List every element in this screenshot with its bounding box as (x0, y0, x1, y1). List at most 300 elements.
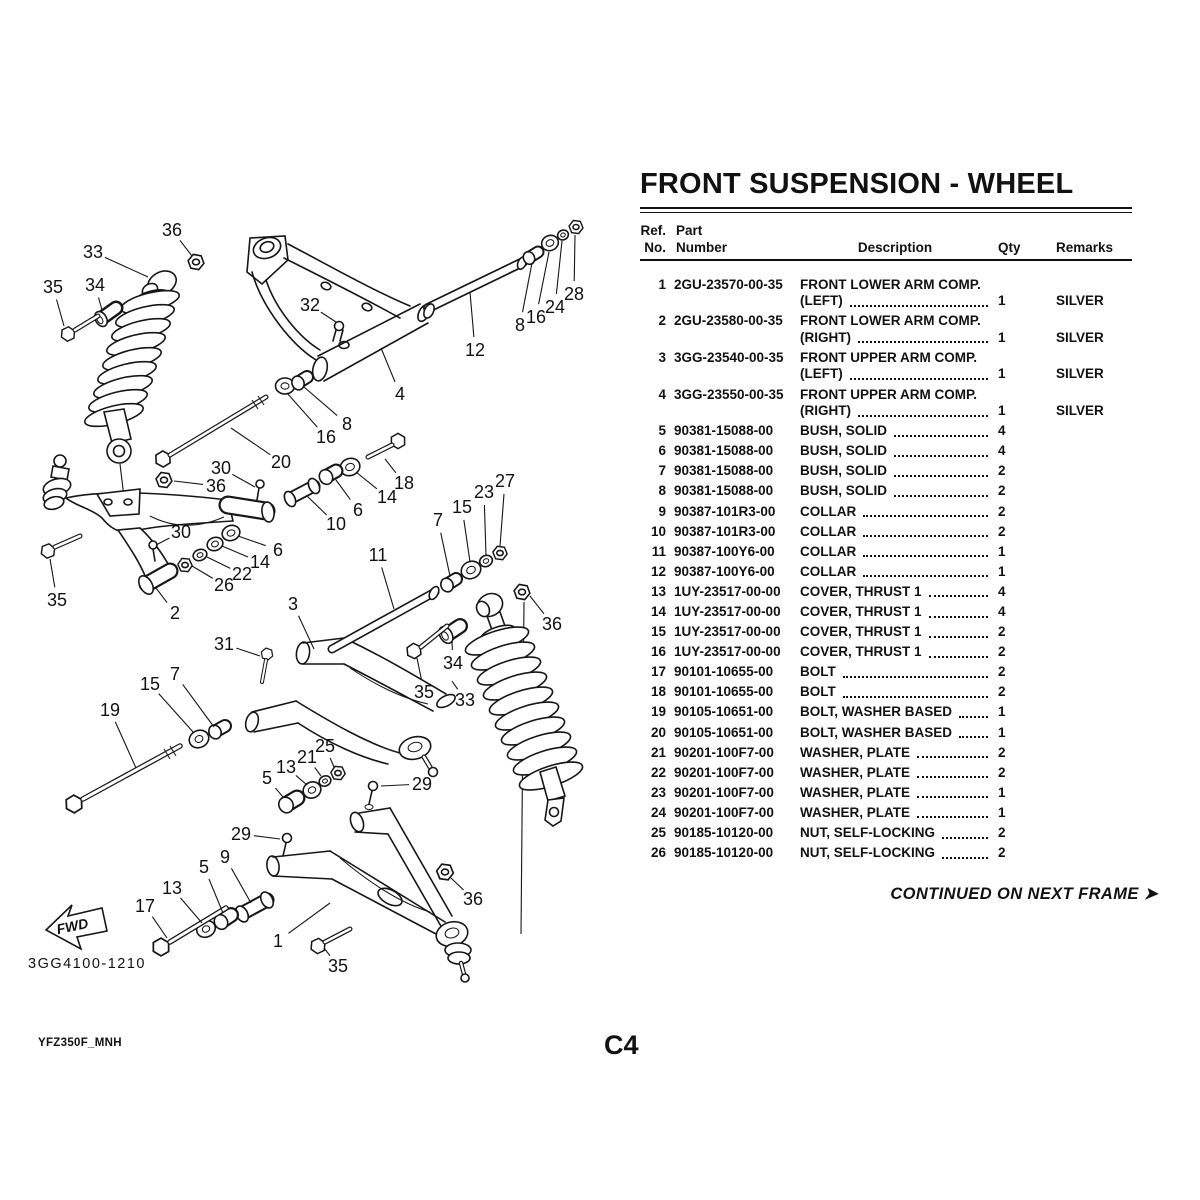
callout-leader (452, 681, 458, 689)
description-side: (RIGHT) (800, 329, 851, 345)
description-text: COLLAR (800, 543, 857, 559)
callout-leader (324, 948, 330, 956)
cell-ref-no: 15 (650, 624, 666, 640)
description-text: NUT, SELF-LOCKING (800, 845, 935, 861)
cell-qty: 1 (998, 724, 1006, 740)
parts-table-body (640, 275, 1132, 863)
cell-ref-no: 22 (650, 764, 666, 780)
cell-description (800, 684, 990, 701)
cell-description (800, 544, 990, 561)
description-line1 (800, 684, 990, 701)
table-row (640, 763, 1132, 783)
callout-number: 2 (169, 603, 181, 623)
cell-part-number: 90201-100F7-00 (674, 804, 774, 820)
table-row (640, 562, 1132, 582)
cell-part-number: 90381-15088-00 (674, 443, 774, 459)
cell-part-number: 90105-10651-00 (674, 704, 774, 720)
callout-number: 16 (315, 427, 337, 447)
callout-number: 24 (544, 297, 566, 317)
callout-number: 1 (272, 931, 284, 951)
cell-description (800, 483, 990, 500)
callout-leader (330, 758, 334, 767)
cell-ref-no: 18 (650, 684, 666, 700)
callout-number: 31 (213, 634, 235, 654)
description-text: BOLT (800, 664, 836, 680)
description-line1: FRONT UPPER ARM COMP. (800, 386, 978, 402)
cell-qty: 2 (998, 744, 1006, 760)
dot-leader (959, 716, 988, 718)
header-description: Description (857, 240, 933, 255)
cell-part-number: 1UY-23517-00-00 (674, 583, 781, 599)
cell-qty: 2 (998, 845, 1006, 861)
callout-number: 23 (473, 482, 495, 502)
cell-ref-no: 14 (650, 604, 666, 620)
callout-leader (156, 538, 169, 545)
description-line2 (800, 366, 990, 383)
description-line1 (800, 443, 990, 460)
cell-qty: 2 (998, 483, 1006, 499)
description-line1 (800, 825, 990, 842)
description-text: WASHER, PLATE (800, 764, 911, 780)
table-row (640, 783, 1132, 803)
callout-leader (57, 300, 64, 326)
callout-number: 20 (270, 452, 292, 472)
dot-leader (843, 696, 988, 698)
table-row (640, 663, 1132, 683)
dot-leader (894, 475, 988, 477)
fwd-label: FWD (55, 914, 90, 938)
cell-remarks: SILVER (1056, 329, 1104, 345)
callout-number: 15 (451, 497, 473, 517)
cell-description (800, 443, 990, 460)
description-line1 (800, 423, 990, 440)
callout-number: 35 (327, 956, 349, 976)
cell-qty: 1 (998, 293, 1006, 309)
callout-leader (287, 393, 317, 427)
callout-leader (500, 494, 504, 546)
drawing-number: 3GG4100-1210 (28, 956, 146, 972)
description-side: (LEFT) (800, 366, 843, 382)
cell-part-number: 1UY-23517-00-00 (674, 644, 781, 660)
callout-leader (307, 496, 327, 515)
description-text: COVER, THRUST 1 (800, 624, 922, 640)
cell-ref-no: 3 (658, 349, 666, 365)
callout-leader (231, 428, 270, 455)
callout-leader (152, 917, 167, 938)
cell-part-number: 90101-10655-00 (674, 664, 774, 680)
description-text: NUT, SELF-LOCKING (800, 825, 935, 841)
cell-ref-no: 25 (650, 825, 666, 841)
cell-qty: 1 (998, 563, 1006, 579)
callout-number: 36 (205, 476, 227, 496)
cell-description (800, 387, 990, 420)
dot-leader (917, 776, 988, 778)
table-row (640, 743, 1132, 763)
arm1-lower-bush-set (150, 890, 276, 958)
cell-part-number: 90381-15088-00 (674, 463, 774, 479)
callout-number: 13 (275, 757, 297, 777)
callout-leader (105, 257, 148, 277)
callout-leader (381, 785, 409, 786)
dot-leader (929, 616, 988, 618)
callout-number: 22 (231, 564, 253, 584)
header-part-number: Part Number (676, 223, 728, 255)
dot-leader (850, 378, 988, 380)
cell-qty: 2 (998, 764, 1006, 780)
description-line2 (800, 293, 990, 310)
cell-part-number: 90381-15088-00 (674, 483, 774, 499)
description-text: WASHER, PLATE (800, 784, 911, 800)
callout-number: 6 (352, 500, 364, 520)
cell-description (800, 805, 990, 822)
description-line1 (800, 524, 990, 541)
description-text: BUSH, SOLID (800, 443, 888, 459)
callout-leader (254, 836, 280, 839)
callout-number: 18 (393, 473, 415, 493)
cell-ref-no: 10 (650, 523, 666, 539)
callout-leader (222, 546, 248, 557)
callout-number: 27 (494, 471, 516, 491)
callout-number: 3 (287, 594, 299, 614)
cell-ref-no: 1 (658, 276, 666, 292)
callout-number: 35 (413, 682, 435, 702)
table-header (640, 222, 1132, 256)
callout-leader (209, 879, 223, 913)
cell-part-number: 1UY-23517-00-00 (674, 624, 781, 640)
callout-leader (192, 566, 213, 578)
callout-number: 8 (341, 414, 353, 434)
cell-part-number: 90387-100Y6-00 (674, 563, 775, 579)
callout-number: 14 (249, 552, 271, 572)
description-line1 (800, 644, 990, 661)
cell-part-number: 90185-10120-00 (674, 825, 774, 841)
cell-qty: 4 (998, 583, 1006, 599)
page-title: FRONT SUSPENSION - WHEEL (640, 168, 1074, 200)
table-row (640, 542, 1132, 562)
front-upper-arm-lower (244, 638, 458, 777)
table-row (640, 462, 1132, 482)
header-remarks: Remarks (1056, 240, 1114, 255)
cell-part-number: 2GU-23580-00-35 (674, 313, 783, 329)
cell-ref-no: 12 (650, 563, 666, 579)
callout-number: 15 (139, 674, 161, 694)
cell-ref-no: 26 (650, 845, 666, 861)
callout-leader (385, 459, 396, 473)
cell-qty: 4 (998, 423, 1006, 439)
shock-absorber-right (463, 589, 586, 934)
callout-number: 4 (394, 384, 406, 404)
cell-ref-no: 24 (650, 804, 666, 820)
continued-note: CONTINUED ON NEXT FRAME ➤ (890, 885, 1158, 903)
callout-leader (174, 481, 203, 484)
description-line1 (800, 544, 990, 561)
cell-remarks: SILVER (1056, 293, 1104, 309)
cell-description (800, 704, 990, 721)
cell-remarks: SILVER (1056, 366, 1104, 382)
description-text: COVER, THRUST 1 (800, 583, 922, 599)
callout-leader (99, 298, 102, 310)
dot-leader (843, 676, 988, 678)
callout-leader (484, 505, 486, 555)
cell-qty: 4 (998, 604, 1006, 620)
table-row (640, 622, 1132, 642)
callout-leader (417, 658, 421, 679)
description-line1 (800, 785, 990, 802)
callout-number: 32 (299, 295, 321, 315)
cell-ref-no: 9 (658, 503, 666, 519)
callout-number: 26 (213, 575, 235, 595)
cell-ref-no: 11 (651, 543, 666, 559)
dot-leader (863, 535, 988, 537)
callout-leader (522, 263, 532, 312)
cell-description (800, 785, 990, 802)
dot-leader (929, 595, 988, 597)
cell-description (800, 664, 990, 681)
cell-part-number: 90381-15088-00 (674, 423, 774, 439)
parts-panel (640, 168, 1132, 863)
callout-number: 5 (198, 857, 210, 877)
callout-number: 6 (272, 540, 284, 560)
description-side: (LEFT) (800, 293, 843, 309)
description-line2 (800, 330, 990, 347)
exploded-view-diagram (0, 0, 630, 1040)
cell-qty: 2 (998, 825, 1006, 841)
callout-number: 36 (462, 889, 484, 909)
dot-leader (959, 736, 988, 738)
cell-ref-no: 5 (658, 423, 666, 439)
callout-number: 30 (170, 522, 192, 542)
description-line1 (800, 845, 990, 862)
description-text: COLLAR (800, 503, 857, 519)
table-row (640, 312, 1132, 349)
callout-number: 33 (454, 690, 476, 710)
cell-ref-no: 6 (658, 443, 666, 459)
callout-leader (382, 567, 394, 609)
callout-leader (156, 588, 167, 603)
description-text: BUSH, SOLID (800, 423, 888, 439)
callout-leader (180, 240, 192, 256)
description-text: WASHER, PLATE (800, 804, 911, 820)
table-row (640, 522, 1132, 542)
callout-leader (238, 536, 266, 546)
cell-ref-no: 2 (658, 313, 666, 329)
cell-description (800, 725, 990, 742)
callout-leader (50, 559, 55, 587)
callout-leader (556, 241, 562, 294)
cell-description (800, 644, 990, 661)
description-text: COLLAR (800, 563, 857, 579)
dot-leader (929, 656, 988, 658)
description-line1 (800, 564, 990, 581)
callout-number: 9 (219, 847, 231, 867)
table-row (640, 385, 1132, 422)
callout-leader (574, 235, 575, 281)
callout-number: 13 (161, 878, 183, 898)
cell-remarks: SILVER (1056, 403, 1104, 419)
description-line1: FRONT LOWER ARM COMP. (800, 313, 981, 329)
dot-leader (894, 495, 988, 497)
cell-ref-no: 23 (650, 784, 666, 800)
cell-description (800, 277, 990, 310)
cell-ref-no: 16 (650, 644, 666, 660)
callout-leader (381, 348, 395, 382)
lower-pivot-bolt-left (62, 723, 225, 815)
cell-qty: 1 (998, 784, 1006, 800)
cell-description (800, 745, 990, 762)
description-line1 (800, 725, 990, 742)
callout-leader (336, 480, 350, 500)
table-row (640, 642, 1132, 662)
callout-leader (464, 520, 470, 562)
cell-description (800, 765, 990, 782)
callout-number: 12 (464, 340, 486, 360)
cell-description (800, 504, 990, 521)
title-rule (640, 207, 1132, 213)
callout-number: 21 (296, 747, 318, 767)
cell-qty: 1 (998, 366, 1006, 382)
callout-leader (231, 868, 251, 903)
callout-leader (159, 694, 194, 733)
callout-number: 8 (514, 315, 526, 335)
description-line1 (800, 463, 990, 480)
cell-qty: 1 (998, 804, 1006, 820)
cell-qty: 2 (998, 463, 1006, 479)
dot-leader (917, 816, 988, 818)
callout-leader (304, 387, 337, 416)
table-row (640, 843, 1132, 863)
cell-qty: 1 (998, 329, 1006, 345)
callout-leader (236, 648, 260, 656)
dot-leader (863, 575, 988, 577)
callout-number: 29 (230, 824, 252, 844)
dot-leader (863, 515, 988, 517)
callout-number: 35 (42, 277, 64, 297)
cell-description (800, 350, 990, 383)
description-text: BUSH, SOLID (800, 463, 888, 479)
callout-number: 5 (261, 768, 273, 788)
description-line1 (800, 745, 990, 762)
dot-leader (894, 435, 988, 437)
dot-leader (850, 305, 988, 307)
description-line1 (800, 805, 990, 822)
callout-number: 7 (432, 510, 444, 530)
callout-leader (530, 596, 544, 614)
callout-number: 30 (210, 458, 232, 478)
cell-ref-no: 7 (658, 463, 666, 479)
description-text: COVER, THRUST 1 (800, 604, 922, 620)
description-line1 (800, 584, 990, 601)
cell-ref-no: 21 (650, 744, 666, 760)
cell-qty: 2 (998, 624, 1006, 640)
cell-part-number: 90387-100Y6-00 (674, 543, 775, 559)
callout-number: 34 (84, 275, 106, 295)
description-text: BOLT, WASHER BASED (800, 724, 953, 740)
table-row (640, 482, 1132, 502)
callout-number: 11 (368, 545, 388, 565)
table-row (640, 602, 1132, 622)
callout-number: 19 (99, 700, 121, 720)
callout-leader (321, 312, 336, 322)
cell-qty: 2 (998, 503, 1006, 519)
cell-ref-no: 13 (650, 583, 666, 599)
description-text: COVER, THRUST 1 (800, 644, 922, 660)
cell-part-number: 90387-101R3-00 (674, 523, 776, 539)
cell-part-number: 90387-101R3-00 (674, 503, 776, 519)
callout-leader (296, 775, 307, 785)
description-line1: FRONT LOWER ARM COMP. (800, 276, 981, 292)
callout-leader (315, 767, 321, 776)
callout-number: 36 (541, 614, 563, 634)
table-row (640, 823, 1132, 843)
callout-number: 28 (563, 284, 585, 304)
table-row (640, 441, 1132, 461)
dot-leader (929, 636, 988, 638)
cell-description (800, 564, 990, 581)
fwd-arrow (46, 905, 107, 949)
cell-part-number: 90201-100F7-00 (674, 784, 774, 800)
header-rule (640, 259, 1132, 261)
description-line1 (800, 604, 990, 621)
dot-leader (942, 837, 988, 839)
cell-qty: 2 (998, 523, 1006, 539)
dot-leader (858, 415, 988, 417)
table-row (640, 275, 1132, 312)
callout-number: 33 (82, 242, 104, 262)
cell-description (800, 524, 990, 541)
description-line1 (800, 624, 990, 641)
cell-description (800, 825, 990, 842)
callout-leader (441, 533, 450, 576)
cell-description (800, 423, 990, 440)
cell-ref-no: 17 (650, 664, 666, 680)
callout-leader (183, 684, 214, 727)
callout-leader (288, 903, 330, 933)
header-qty: Qty (998, 240, 1021, 255)
cell-ref-no: 8 (658, 483, 666, 499)
table-row (640, 803, 1132, 823)
cell-description (800, 584, 990, 601)
table-row (640, 582, 1132, 602)
dot-leader (917, 756, 988, 758)
table-row (640, 421, 1132, 441)
cell-ref-no: 19 (650, 704, 666, 720)
dot-leader (858, 341, 988, 343)
cell-ref-no: 20 (650, 724, 666, 740)
cell-description (800, 845, 990, 862)
description-side: (RIGHT) (800, 403, 851, 419)
callout-leader (356, 472, 377, 489)
cell-part-number: 3GG-23550-00-35 (674, 386, 784, 402)
cell-part-number: 90105-10651-00 (674, 724, 774, 740)
table-row (640, 502, 1132, 522)
callout-number: 16 (525, 307, 547, 327)
callout-number: 36 (161, 220, 183, 240)
description-line1 (800, 664, 990, 681)
callout-leader (207, 557, 230, 568)
callout-leader (180, 898, 202, 923)
cell-part-number: 3GG-23540-00-35 (674, 349, 784, 365)
description-text: WASHER, PLATE (800, 744, 911, 760)
callout-number: 34 (442, 653, 464, 673)
cell-description (800, 463, 990, 480)
callout-leader (115, 722, 136, 768)
callout-leader (275, 788, 283, 797)
callout-leader (451, 878, 464, 890)
table-row (640, 703, 1132, 723)
cell-description (800, 604, 990, 621)
dot-leader (894, 455, 988, 457)
cell-ref-no: 4 (658, 386, 666, 402)
